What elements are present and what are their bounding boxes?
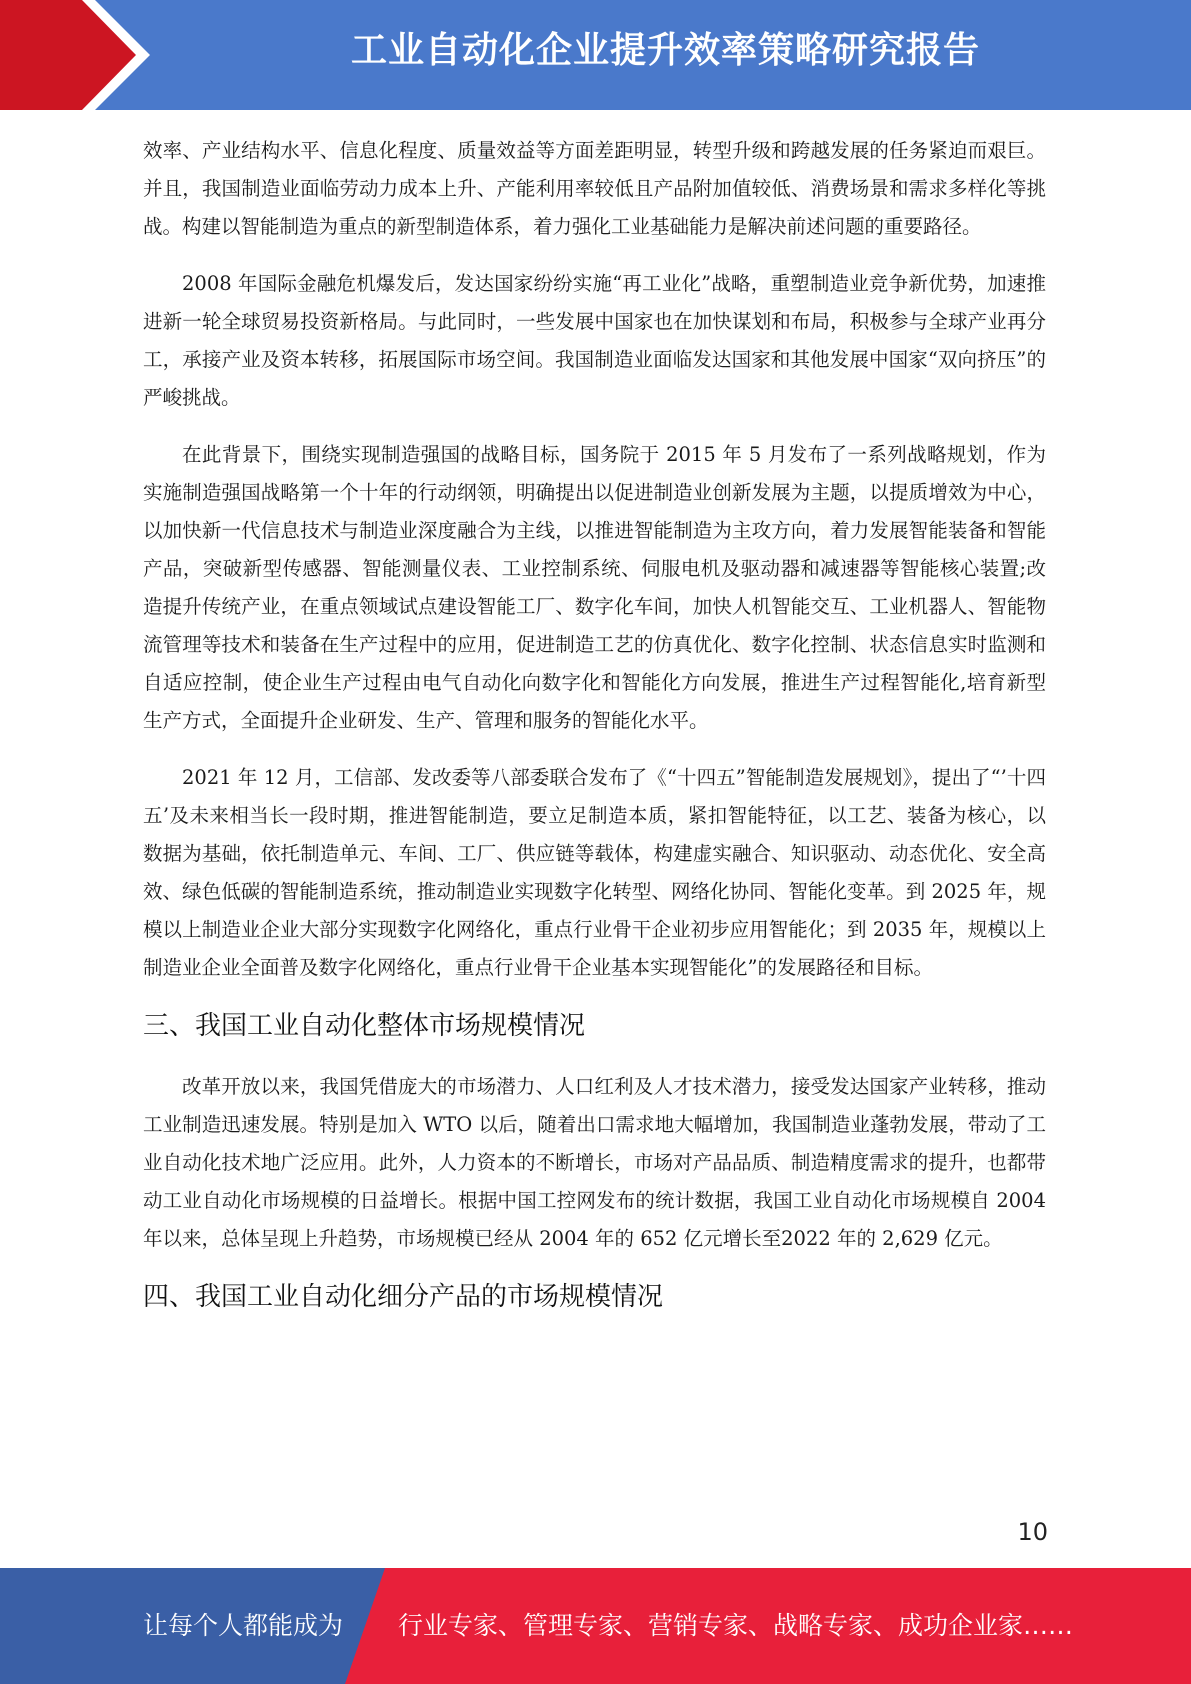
footer-slogan-left: 让每个人都能成为 (143, 1611, 344, 1640)
paragraph-1: 效率、产业结构水平、信息化程度、质量效益等方面差距明显，转型升级和跨越发展的任务紧迫而艰巨。并且，我国制造业面临劳动力成本上升、产能利用率较低且产品附加值较低、消费场景和需求多样化等挑战。构建以智能制造为重点的新型制造体系，着力强化工业基础能力是解决前述问题的重要路径。 (143, 139, 1046, 238)
paragraph-3: 在此背景下，围绕实现制造强国的战略目标，国务院于 2015 年 5 月发布了一系列战略规划，作为实施制造强国战略第一个十年的行动纲领，明确提出以促进制造业创新发展为主题，以提质增效为中心，以加快新一代信息技术与制造业深度融合为主线，以推进智能制造为主攻方向，着力发展智能装备和智能产品，突破新型传感器、智能测量仪表、工业控制系统、伺服电机及驱动器和减速器等智能核心装置;改造提升传统产业，在重点领域试点建设智能工厂、数字化车间，加快人机智能交互、工业机器人、智能物流管理等技术和装备在生产过程中的应用，促进制造工艺的仿真优化、数字化控制、状态信息实时监测和自适应控制，使企业生产过程由电气自动化向数字化和智能化方向发展，推进生产过程智能化,培育新型生产方式，全面提升企业研发、生产、管理和服务的智能化水平。 (143, 443, 1046, 732)
page-footer (0, 1568, 1191, 1684)
section-3-paragraph: 改革开放以来，我国凭借庞大的市场潜力、人口红利及人才技术潜力，接受发达国家产业转移，推动工业制造迅速发展。特别是加入 WTO 以后，随着出口需求地大幅增加，我国制造业蓬勃发展，带动了工业自动化技术地广泛应用。此外，人力资本的不断增长，市场对产品品质、制造精度需求的提升，也都带动工业自动化市场规模的日益增长。根据中国工控网发布的统计数据，我国工业自动化市场规模自 2004 年以来，总体呈现上升趋势，市场规模已经从 2004 年的 652 亿元增长至2022 年的 2,629 亿元。 (143, 1075, 1046, 1250)
paragraph-4: 2021 年 12 月，工信部、发改委等八部委联合发布了《“十四五”智能制造发展规划》，提出了“’十四五’及未来相当长一段时期，推进智能制造，要立足制造本质，紧扣智能特征，以工艺、装备为核心，以数据为基础，依托制造单元、车间、工厂、供应链等载体，构建虚实融合、知识驱动、动态优化、安全高效、绿色低碳的智能制造系统，推动制造业实现数字化转型、网络化协同、智能化变革。到 2025 年，规模以上制造业企业大部分实现数字化网络化，重点行业骨干企业初步应用智能化；到 2035 年，规模以上制造业企业全面普及数字化网络化，重点行业骨干企业基本实现智能化”的发展路径和目标。 (143, 766, 1046, 979)
header-red-chevron-icon (0, 0, 150, 110)
report-title: 工业自动化企业提升效率策略研究报告 (350, 30, 980, 71)
section-4-heading: 四、我国工业自动化细分产品的市场规模情况 (143, 1282, 664, 1312)
document-body (143, 132, 1046, 1339)
paragraph-2: 2008 年国际金融危机爆发后，发达国家纷纷实施“再工业化”战略，重塑制造业竞争新优势，加速推进新一轮全球贸易投资新格局。与此同时，一些发展中国家也在加快谋划和布局，积极参与全球产业再分工，承接产业及资本转移，拓展国际市场空间。我国制造业面临发达国家和其他发展中国家“双向挤压”的严峻挑战。 (143, 272, 1046, 409)
section-3-heading: 三、我国工业自动化整体市场规模情况 (143, 1011, 586, 1041)
page-number: 10 (1017, 1518, 1048, 1546)
page-header (0, 0, 1191, 110)
footer-slogan-right: 行业专家、管理专家、营销专家、战略专家、成功企业家…… (398, 1611, 1074, 1640)
